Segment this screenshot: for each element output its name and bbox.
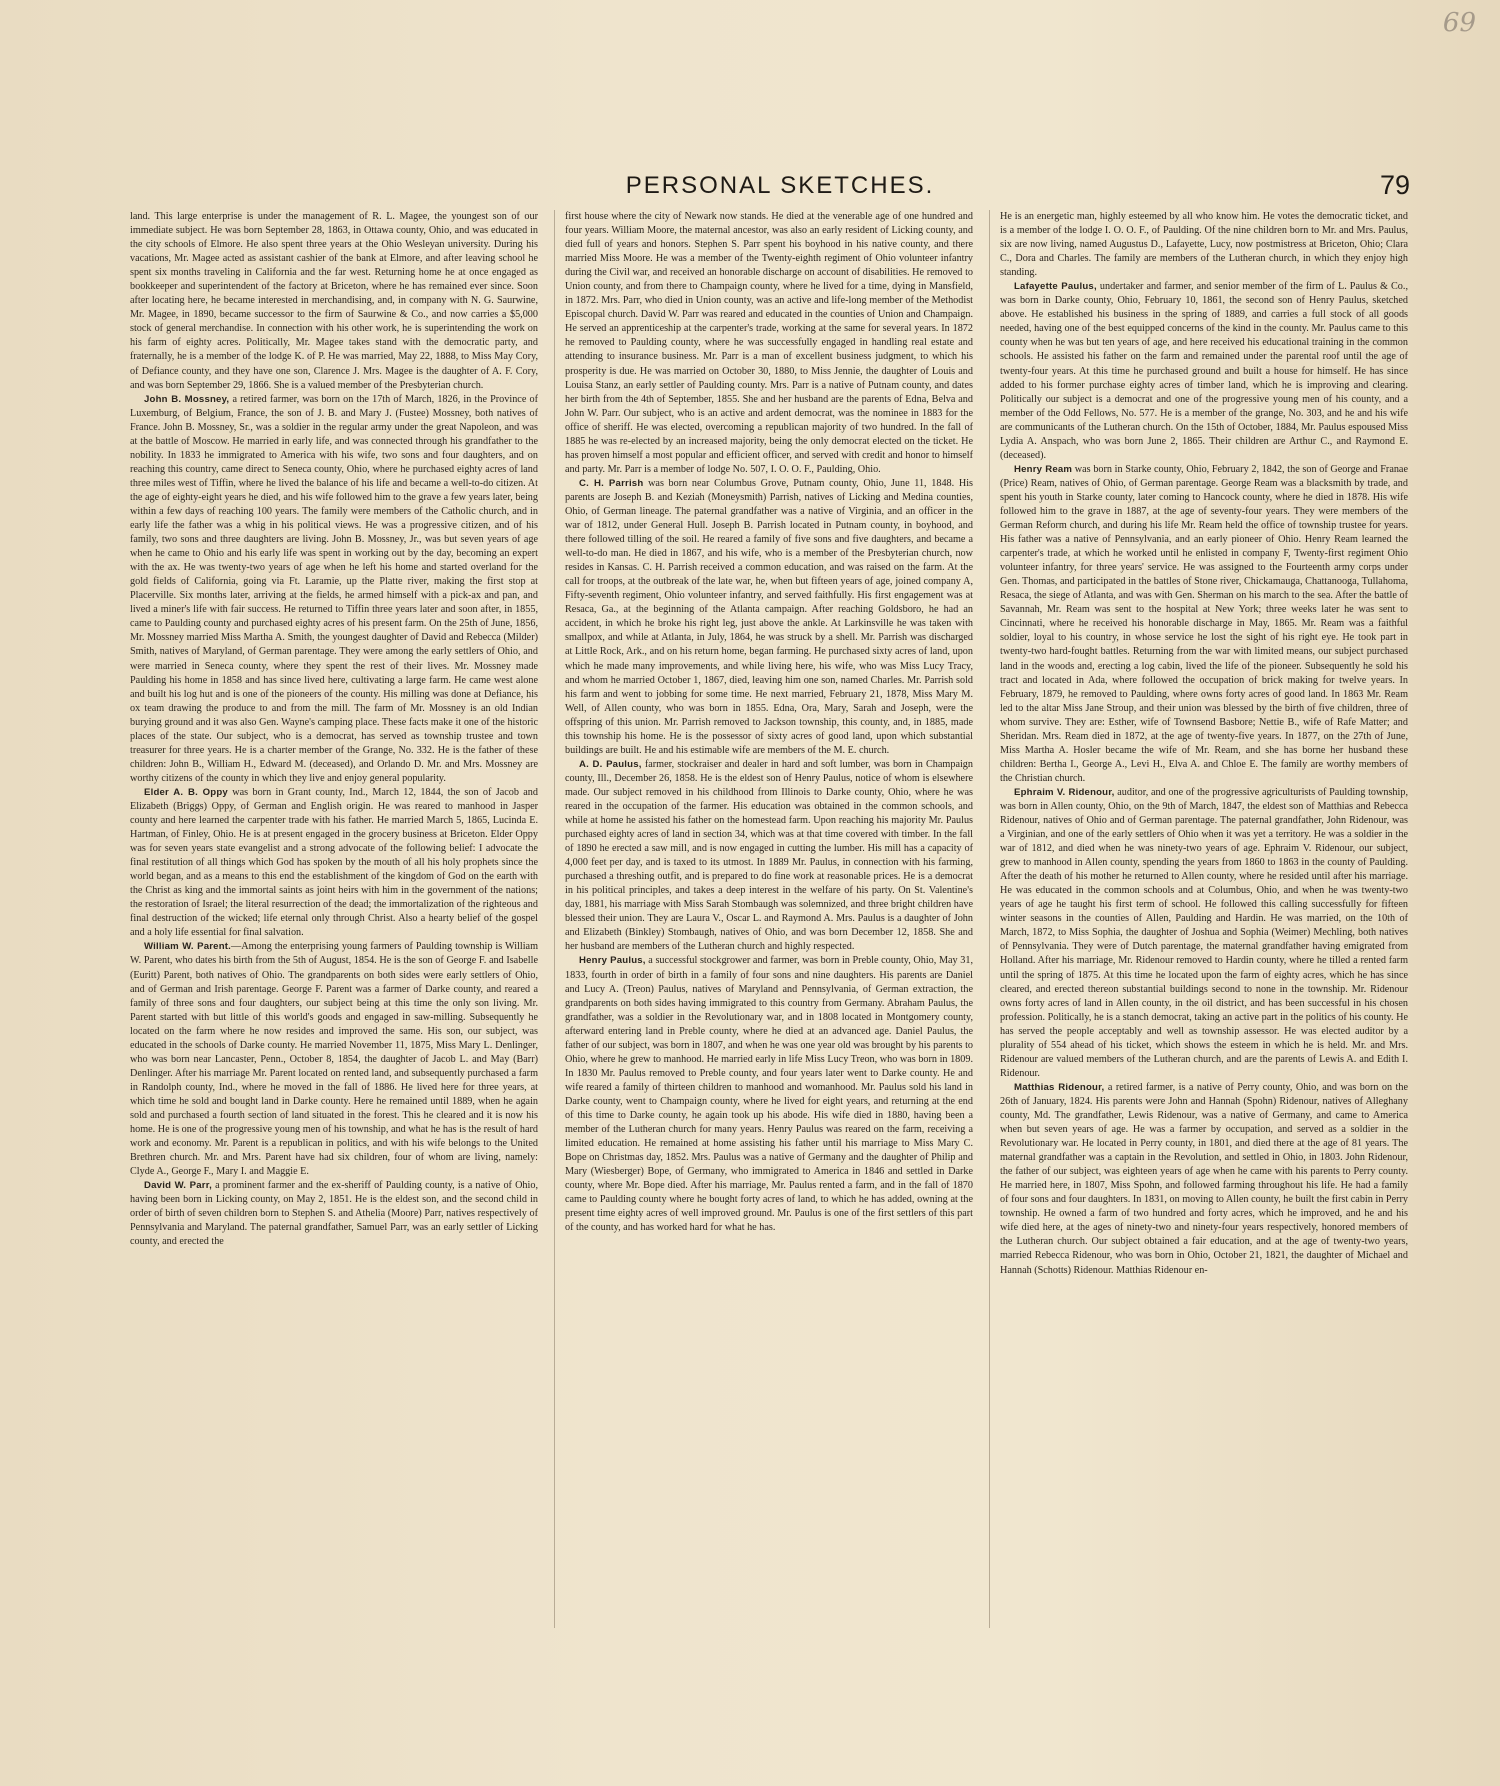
sketch-person-name: David W. Parr, — [144, 1180, 212, 1192]
sketch-body-text: farmer, stockraiser and dealer in hard and soft lumber, was born in Champaign county, Ill., December 26, 1858. He is the eldest son of Henry Paulus, notice of whom is elsewhere made. Our subject removed in his childhood from Illinois to Darke county, Ohio, where he was reared in the occupation of the farmer. His education was obtained in the common schools, and while at home he assisted his father on the homestead farm. Upon reaching his majority Mr. Paulus purchased eighty acres of land in section 34, which was at that time covered with timber. In the fall of 1890 he erected a saw mill, and is now engaged in cutting the lumber. His mill has a capacity of 4,000 feet per day, and is taxed to its utmost. In 1889 Mr. Paulus, in connection with his farming, purchased a threshing outfit, and is prepared to do fine work at reasonable prices. He is a democrat in his political principles, and takes a deep interest in the welfare of his party. On St. Valentine's day, 1881, his marriage with Miss Sarah Stombaugh was solemnized, and three bright children have blessed their union. They are Laura V., Oscar L. and Raymond A. Mrs. Paulus is a daughter of John and Elizabeth (Binkley) Stombaugh, natives of Ohio, and was born December 12, 1858. She and her husband are members of the Lutheran church and highly respected. — [565, 758, 973, 953]
sketch-paragraph — [1000, 280, 1408, 463]
sketch-body-text: undertaker and farmer, and senior member of the firm of L. Paulus & Co., was born in Darke county, Ohio, February 10, 1861, the second son of Henry Paulus, sketched above. He established his business in the spring of 1889, and carries a full stock of all goods needed, having one of the best equipped concerns of the kind in the county. Mr. Paulus came to this county when he was but ten years of age, and here received his educational training in the common schools. He assisted his father on the farm and remained under the parental roof until the age of twenty-four years. At this time he purchased ground and built a house for himself. He has since added to his former purchase eighty acres of timber land, which he is improving and clearing. Politically our subject is a democrat and one of the progressive young men of his county, and a member of the Odd Fellows, No. 577. He is a member of the grange, No. 303, and he and his wife are communicants of the Lutheran church. On the 15th of October, 1884, Mr. Paulus espoused Miss Lydia A. Anspach, who was born June 2, 1865. Their children are Arthur C., and Raymond E. (deceased). — [1000, 281, 1408, 461]
sketch-body-text: a retired farmer, was born on the 17th of March, 1826, in the Province of Luxemburg, of Belgium, France, the son of J. B. and Mary J. (Fustee) Mossney, both natives of France. John B. Mossney, Sr., was a soldier in the regular army under the great Napoleon, and was at the battle of Moscow. He married in early life, and was connected through his grandfather to the nobility. In 1833 he immigrated to America with his wife, two sons and four daughters, and on reaching this country, came direct to Seneca county, Ohio, where he purchased eighty acres of land three miles west of Tiffin, where he lived the balance of his life and became a well-to-do citizen. At the age of eighty-eight years he died, and his wife followed him to the grave a few years later, being within a few days of reaching 100 years. The family were members of the Catholic church, and in early life the father was a whig in his political views. He was a progressive citizen, and of his family, two sons and three daughters are living. John B. Mossney, Jr., was but seven years of age when he came to Ohio and his early life was spent in working out by the day, becoming an expert with the ax. He was twenty-two years of age when he left his home and started overland for the gold fields of California, going via Ft. Laramie, up the Platte river, making the first stop at Placerville. Six months later, arriving at the fields, he armed himself with a pick-ax and pan, and lived a miner's life with fair success. He returned to Tiffin three years later and soon after, in 1855, came to Paulding county and purchased eighty acres of his present farm. On the 25th of June, 1856, Mr. Mossney married Miss Martha A. Smith, the youngest daughter of David and Rebecca (Milder) Smith, natives of Maryland, of German parentage. They were among the early settlers of Ohio, and were married in Seneca county, where they spent the rest of their lives. Mr. Mossney made Paulding his home in 1858 and has since lived here, cultivating a large farm. He came west alone and built his log hut and is one of the pioneers of the county. His milling was done at Defiance, his ox team drawing the produce to and from the mill. The farm of Mr. Mossney is an old Indian burying ground and it was also Gen. Wayne's camping place. These facts make it one of the historic places of the state. Our subject, who is a democrat, has served as township trustee and town treasurer for three years. He is a charter member of the Grange, No. 332. He is the father of these children: John B., William H., Edward M. (deceased), and Orlando D. Mr. and Mrs. Mossney are worthy citizens of the county in which they live and enjoy general popularity. — [130, 393, 538, 784]
text-columns — [130, 210, 1408, 1628]
column-2 — [554, 210, 973, 1628]
sketch-person-name: Lafayette Paulus, — [1014, 281, 1097, 293]
sketch-person-name: William W. Parent. — [144, 941, 232, 953]
sketch-body-text: auditor, and one of the progressive agriculturists of Paulding township, was born in Allen county, Ohio, on the 9th of March, 1847, the eldest son of Matthias and Rebecca Ridenour, natives of Ohio and of German parentage. The paternal grandfather, John Ridenour, was a Virginian, and one of the early settlers of Ohio when it was yet a territory. He was a soldier in the war of 1812, and died when he was ninety-two years of age. Ephraim V. Ridenour, our subject, grew to manhood in Allen county, spending the years from 1860 to 1863 in the county of Paulding. After the death of his mother he returned to Allen county, where he resided until after his marriage. He was educated in the common schools and at Columbus, Ohio, and when he was twenty-two years of age he taught his first term of school. He followed this calling successfully for fifteen winter seasons in the counties of Allen, Paulding and Hardin. He was married, on the 10th of March, 1872, to Miss Sophia, the daughter of Joshua and Sophia (Weimer) Mechling, both natives of Pennsylvania. They were of Dutch parentage, the maternal grandfather having emigrated from Holland. After his marriage, Mr. Ridenour removed to Hardin county, where he tilled a rented farm until the spring of 1875. At this time he located upon the farm of eighty acres, which he has since cleared, and erected thereon substantial buildings second to none in the township. Mr. Ridenour owns forty acres of land in Allen county, in the oil district, and has been successful in his chosen profession. Politically, he is a stanch democrat, taking an active part in the politics of his county. He has served the people acceptably and well as township assessor. He was elected auditor by a plurality of 554 ahead of his ticket, which shows the esteem in which he is held. Mr. and Mrs. Ridenour are valued members of the Lutheran church, and are the parents of Lewis A. and Edith I. Ridenour. — [1000, 786, 1408, 1079]
sketch-paragraph — [565, 954, 973, 1235]
sketch-person-name: Matthias Ridenour, — [1014, 1081, 1105, 1093]
page-header — [150, 172, 1410, 204]
sketch-paragraph — [130, 210, 538, 393]
sketch-body-text: land. This large enterprise is under the management of R. L. Magee, the youngest son of our immediate subject. He was born September 28, 1863, in Ottawa county, Ohio, and was educated in the city schools of Elmore. He also spent three years at the Ohio Wesleyan university. During his vacations, Mr. Magee acted as assistant cashier of the bank at Elmore, and after leaving school he spent six months traveling in California and the far west. Returning home he at once engaged as bookkeeper and superintendent of the factory at Briceton, where he has remained ever since. Soon after locating here, he became interested in merchandising, and, in company with N. G. Saurwine, Mr. Magee, in 1890, became successor to the firm of Saurwine & Co., and now carries a $5,000 stock of general merchandise. In connection with his other work, he is superintending the work on his farm of eighty acres. Politically, Mr. Magee takes stand with the democratic party, and fraternally, he is a member of the lodge K. of P. He was married, May 22, 1888, to Miss May Cory, of Defiance county, and they have one son, Clarence J. Mrs. Magee is the daughter of A. F. Cory, and was born September 29, 1866. She is a valued member of the Presbyterian church. — [130, 211, 538, 391]
sketch-body-text: a successful stockgrower and farmer, was born in Preble county, Ohio, May 31, 1833, fourth in order of birth in a family of four sons and nine daughters. His parents are Daniel and Lucy A. (Treon) Paulus, natives of Maryland and Pennsylvania, of German extraction, the grandparents on both sides having immigrated to this country from Germany. Abraham Paulus, the grandfather, was a soldier in the Revolutionary war, and in 1808 located in Montgomery county, afterward entering land in Preble county, where he died at an advanced age. Daniel Paulus, the father of our subject, was born in 1807, and when he was one year old was brought by his parents to Ohio, where he grew to manhood. He married early in life Miss Lucy Treon, who was born in 1809. In 1830 Mr. Paulus removed to Preble county, and four years later went to Darke county. He and wife reared a family of thirteen children to manhood and womanhood. Mr. Paulus sold his land in Darke county, went to Champaign county, where he lived for eight years, and returning at the end of this time to Darke county, he again took up his abode. His wife died in 1880, having been a member of the Lutheran church for many years. Henry Paulus was reared on the farm, receiving a limited education. He remained at home assisting his father until his marriage to Miss Mary C. Bope on Christmas day, 1852. Mrs. Paulus was a native of Germany and the daughter of Philip and Mary (Wiesberger) Bope, of Germany, who immigrated to America in 1846 and settled in Darke county, where Mr. Bope died. After his marriage, Mr. Paulus rented a farm, and in the fall of 1870 came to Paulding county where he bought forty acres of land, to which he has added, owning at the present time eighty acres of well improved ground. Mr. Paulus is one of the first settlers of this part of the county, and has worked hard for what he has. — [565, 955, 973, 1234]
sketch-paragraph — [130, 393, 538, 786]
column-3 — [989, 210, 1408, 1628]
page-number: 79 — [1379, 170, 1410, 200]
sketch-paragraph — [565, 477, 973, 758]
sketch-body-text: —Among the enterprising young farmers of Paulding township is William W. Parent, who dates his birth from the 5th of August, 1854. He is the son of George F. and Isabelle (Euritt) Parent, both natives of Ohio. The grandparents on both sides were early settlers of Ohio, and of German and Irish parentage. George F. Parent was a farmer of Darke county, and reared a family of three sons and four daughters, our subject being at this time the only son living. Mr. Parent started with but little of this world's goods and engaged in saw-milling. Subsequently he located on the farm where he now resides and improved the same. His son, our subject, was educated in the schools of Darke county. He married November 11, 1875, Miss Mary L. Denlinger, who was born near Lancaster, Penn., October 8, 1854, the daughter of Jacob L. and May (Barr) Denlinger. After his marriage Mr. Parent located on rented land, and subsequently purchased a farm in Randolph county, Ind., where he moved in the fall of 1886. He lived here for three years, at which time he sold and bought land in Darke county. Here he remained until 1889, when he again sold and purchased a fourth section of land situated in the forest. This he cleared and it is now his home. He is one of the progressive young men of his township, and what he has is the result of hard work and economy. Mr. Parent is a republican in politics, and with his wife belongs to the United Brethren church. Mr. and Mrs. Parent have had six children, four of whom are living, namely: Clyde A., George F., Mary I. and Maggie E. — [130, 941, 538, 1178]
sketch-person-name: C. H. Parrish — [579, 477, 644, 489]
handwritten-page-note: 69 — [1442, 8, 1476, 38]
page-title: PERSONAL SKETCHES. — [625, 172, 935, 199]
sketch-person-name: Henry Ream — [1014, 463, 1073, 475]
sketch-body-text: was born near Columbus Grove, Putnam county, Ohio, June 11, 1848. His parents are Joseph B. and Keziah (Moneysmith) Parrish, natives of Licking and Medina counties, Ohio, of German lineage. The paternal grandfather was a native of Virginia, and an officer in the war of 1812, under General Hull. Joseph B. Parrish located in Putnam county, in boyhood, and there followed tilling of the soil. He reared a family of five sons and five daughters, and became a well-to-do man. He died in 1867, and his wife, who is a member of the Presbyterian church, now resides in Kansas. C. H. Parrish received a common education, and was raised on the farm. At the call for troops, at the outbreak of the late war, he, when but fifteen years of age, joined company A, Fifty-seventh regiment, Ohio volunteer infantry, and served faithfully. His first engagement was at Resaca, Ga., at the beginning of the Atlanta campaign. After reaching Goldsboro, he had an accident, in which he broke his right leg, just above the ankle. At Larkinsville he was taken with smallpox, and while at Atlanta, in July, 1864, he was struck by a shell. Mr. Parrish was discharged at Little Rock, Ark., and on his return home, began farming. He purchased sixty acres of land, upon which he made many improvements, and while living here, his wife, who was Miss Lucy Tracy, and whom he married October 1, 1867, died, leaving him one son, named Charles. Mr. Parrish sold his farm and went to jobbing for some time. He next married, February 21, 1878, Miss Mary M. Well, of Allen county, who was born in 1855. Edna, Ora, Mary, Sarah and Joseph, were the offspring of this union. Mr. Parrish removed to Jackson township, this county, and, in 1885, made this township his home. He is the possessor of sixty acres of good land, upon which substantial buildings are built. He and his estimable wife are members of the M. E. church. — [565, 477, 973, 756]
sketch-body-text: first house where the city of Newark now stands. He died at the venerable age of one hundred and four years. William Moore, the maternal ancestor, was also an early resident of Licking county, and died full of years and honors. Stephen S. Parr spent his boyhood in his native county, and there married Miss Moore. He was a member of the Twenty-eighth regiment of Ohio volunteer infantry during the Civil war, and received an honorable discharge on account of disabilities. He removed to Union county, and from there to Champaign county, where he lived for a time, dying in Mansfield, in 1872. Mrs. Parr, who died in Union county, was an active and life-long member of the Methodist Episcopal church. David W. Parr was reared and educated in the counties of Union and Champaign. He served an apprenticeship at the carpenter's trade, working at the same for several years. In 1872 he removed to Paulding county, where he was successfully engaged in handling real estate and attending to insurance business. Mr. Parr is a man of excellent business judgment, to which his prosperity is due. He was married on October 30, 1880, to Miss Jennie, the daughter of Louis and Louisa Stanz, an early settler of Paulding county. Mrs. Parr is a native of Putnam county, and dates her birth from the 4th of September, 1855. She and her husband are the parents of Edna, Belva and John W. Parr. Our subject, who is an active and ardent democrat, was the nominee in 1883 for the office of sheriff. He was elected, overcoming a republican majority of two hundred. In the fall of 1885 he was re-elected by an increased majority, being the only democrat elected on the ticket. He has proven himself a most popular and efficient officer, and served with credit and honor to himself and party. Mr. Parr is a member of lodge No. 507, I. O. O. F., Paulding, Ohio. — [565, 211, 973, 475]
sketch-paragraph — [130, 1179, 538, 1249]
sketch-body-text: was born in Grant county, Ind., March 12, 1844, the son of Jacob and Elizabeth (Briggs) Oppy, of German and English origin. He was reared to manhood in Jasper county and here learned the carpenter trade with his father. He married March 5, 1865, Lucinda E. Hartman, of Finley, Ohio. He is at present engaged in the grocery business at Briceton. Elder Oppy was for seven years state evangelist and a strong advocate of the following belief: I advocate the final restitution of all things which God has spoken by the mouth of all his holy prophets since the world began, and as a means to this end the establishment of the kingdom of God on the earth with the Christ as king and the immortal saints as joint heirs with him in the government of the nations; the restoration of Israel; the literal resurrection of the dead; the immortalization of the righteous and final destruction of the wicked; life eternal only through Christ. Also a hearty belief of the gospel and a holy life essential for final salvation. — [130, 786, 538, 939]
sketch-paragraph — [1000, 786, 1408, 1081]
column-1 — [130, 210, 538, 1628]
sketch-person-name: A. D. Paulus, — [579, 758, 642, 770]
sketch-paragraph — [1000, 1081, 1408, 1278]
sketch-person-name: John B. Mossney, — [144, 393, 230, 405]
sketch-person-name: Ephraim V. Ridenour, — [1014, 786, 1115, 798]
sketch-paragraph — [1000, 210, 1408, 280]
sketch-body-text: was born in Starke county, Ohio, February 2, 1842, the son of George and Franae (Price) Ream, natives of Ohio, of German parentage. George Ream was a blacksmith by trade, and spent his youth in Starke county, later coming to Hancock county, where he died in 1878. His wife followed him to the grave in 1887, at the age of seventy-four years. They were members of the German Reform church, and during his life Mr. Ream held the office of township trustee for years. His father was a native of Pennsylvania, and an early pioneer of Ohio. Henry Ream learned the carpenter's trade, at which he worked until he enlisted in company F, Twenty-first regiment Ohio volunteer infantry, for three years' service. He was assigned to the Fourteenth army corps under Gen. Thomas, and participated in the battles of Stone river, Chickamauga, Chattanooga, Tullahoma, Resaca, the siege of Atlanta, and was with Gen. Sherman on his march to the sea. After the battle of Savannah, Mr. Ream was sent to the hospital at New York; three weeks later he was sent to Cincinnati, where he received his honorable discharge in May, 1865. Mr. Ream was a faithful soldier, loyal to his country, in whose service he lost the sight of his right eye. He took part in twenty-two hard-fought battles. Returning from the war with limited means, our subject purchased land in the woods and, erecting a log cabin, lived the life of the pioneer. Subsequently he sold his tract and located in Ada, where followed the occupation of brick making for twelve years. In February, 1879, he removed to Paulding, where owns forty acres of good land. In 1863 Mr. Ream led to the altar Miss Jane Stroup, and their union was blessed by the birth of five children, three of whom survive. They are: Esther, wife of Townsend Basbore; Nettie B., wife of Rafe Matter; and Sheridan. Mrs. Ream died in 1872, at the age of twenty-five years. In 1877, on the 27th of June, Miss Martha A. Hosler became the wife of Mr. Ream, and she has borne her husband these children: Bertha I., George A., Levi H., Elva A. and Chloe E. The family are worthy members of the Christian church. — [1000, 463, 1408, 784]
sketch-body-text: a prominent farmer and the ex-sheriff of Paulding county, is a native of Ohio, having been born in Licking county, on May 2, 1851. He is the eldest son, and the second child in order of birth of seven children born to Stephen S. and Athelia (Moore) Parr, natives respectively of Pennsylvania and Maryland. The paternal grandfather, Samuel Parr, was an early settler of Licking county, and erected the — [130, 1180, 538, 1248]
sketch-body-text: He is an energetic man, highly esteemed by all who know him. He votes the democratic ticket, and is a member of the lodge I. O. O. F., of Paulding. Of the nine children born to Mr. and Mrs. Paulus, six are now living, named Augustus D., Lafayette, Lucy, now postmistress at Briceton, Ohio; Clara C., Dora and Charles. The family are members of the Lutheran church, in which they enjoy high standing. — [1000, 211, 1408, 279]
sketch-paragraph — [565, 758, 973, 955]
sketch-body-text: a retired farmer, is a native of Perry county, Ohio, and was born on the 26th of January, 1824. His parents were John and Hannah (Spohn) Ridenour, natives of Alleghany county, Md. The grandfather, Lewis Ridenour, was a native of Germany, and came to America when but seven years of age. He was a farmer by occupation, and served as a soldier in the Revolutionary war. He located in Perry county, in 1801, and died there at the age of 81 years. The maternal grandfather was a captain in the Revolution, and settled in Ohio, in 1803. John Ridenour, the father of our subject, was eighteen years of age when he came with his parents to Perry county. He married here, in 1807, Miss Spohn, and followed farming throughout his life. He had a family of four sons and four daughters. In 1831, on moving to Allen county, he built the first cabin in Perry township. He owned a farm of two hundred and forty acres, which he improved, and he and his wife died here, at the ages of ninety-two and ninety-four years respectively, honored members of the Lutheran church. Our subject obtained a fair education, and at the age of twenty-two years, married Rebecca Ridenour, who was born in Ohio, October 21, 1821, the daughter of Michael and Hannah (Schotts) Ridenour. Matthias Ridenour en- — [1000, 1081, 1408, 1276]
sketch-paragraph — [1000, 463, 1408, 786]
sketch-paragraph — [565, 210, 973, 477]
sketch-paragraph — [130, 940, 538, 1179]
sketch-person-name: Henry Paulus, — [579, 955, 646, 967]
sketch-person-name: Elder A. B. Oppy — [144, 786, 228, 798]
sketch-paragraph — [130, 786, 538, 941]
